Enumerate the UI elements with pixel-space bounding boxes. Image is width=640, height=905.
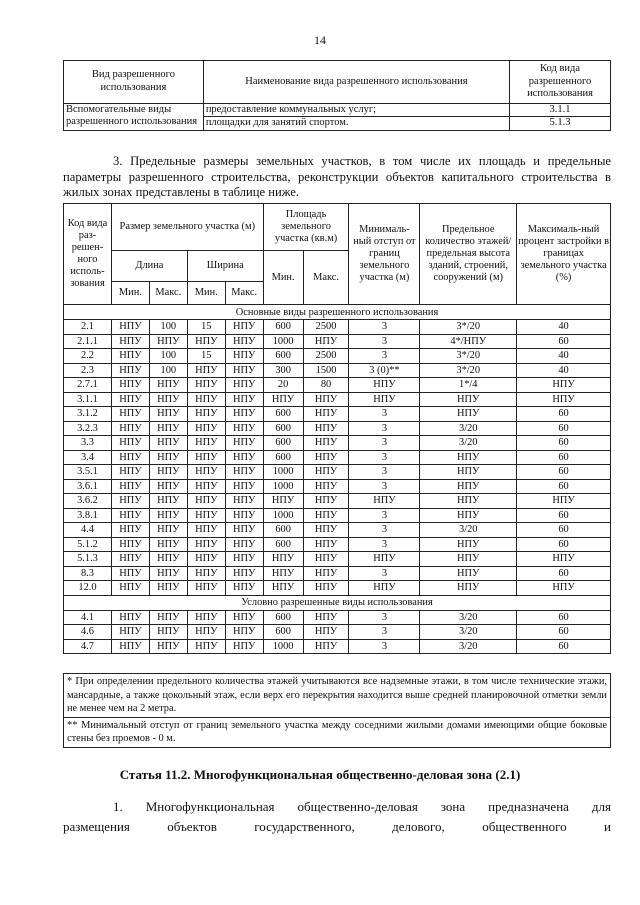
table-cell: НПУ bbox=[187, 479, 225, 494]
note-floors: * При определении предельного количества этажей учитываются все надземные этажи, в том числе технические этажи, мансардные, а также цокольный этаж, если верх его перекрытия находится выше средней планировочной отметки земли не менее чем на 2 метра. bbox=[64, 674, 611, 718]
notes-box bbox=[63, 673, 611, 748]
table-cell: 3 bbox=[349, 479, 420, 494]
table-cell: 5.1.2 bbox=[64, 537, 112, 552]
table-cell: НПУ bbox=[111, 465, 149, 480]
table-cell: НПУ bbox=[187, 465, 225, 480]
article-heading: Статья 11.2. Многофункциональная общественно-деловая зона (2.1) bbox=[119, 767, 521, 782]
header-coverage: Максималь-ный процент застройки в границах земельного участка (%) bbox=[517, 204, 611, 305]
table-cell: 2.1.1 bbox=[64, 334, 112, 349]
table-cell: НПУ bbox=[420, 392, 517, 407]
table-cell: НПУ bbox=[263, 552, 303, 567]
table-cell: 3.1.1 bbox=[64, 392, 112, 407]
table-cell: 1000 bbox=[263, 639, 303, 654]
table-cell: 15 bbox=[187, 320, 225, 335]
table-cell: НПУ bbox=[149, 639, 187, 654]
table-cell: НПУ bbox=[303, 479, 349, 494]
table-cell: 60 bbox=[517, 465, 611, 480]
table-cell: НПУ bbox=[349, 494, 420, 509]
table-cell: НПУ bbox=[303, 537, 349, 552]
table-cell: НПУ bbox=[187, 639, 225, 654]
table-cell: НПУ bbox=[187, 392, 225, 407]
table-cell: НПУ bbox=[187, 363, 225, 378]
table-cell: НПУ bbox=[517, 552, 611, 567]
header-length-max: Макс. bbox=[149, 282, 187, 305]
top-table-type-cell: Вспомогательные виды разрешенного использования bbox=[64, 103, 204, 130]
top-table-header-code: Код вида разрешенного использования bbox=[510, 61, 611, 104]
table-cell: НПУ bbox=[349, 392, 420, 407]
table-cell: 60 bbox=[517, 639, 611, 654]
table-cell: НПУ bbox=[111, 450, 149, 465]
table-cell: НПУ bbox=[263, 566, 303, 581]
table-cell: НПУ bbox=[149, 537, 187, 552]
table-cell: НПУ bbox=[225, 392, 263, 407]
table-cell: 600 bbox=[263, 320, 303, 335]
table-cell: НПУ bbox=[149, 581, 187, 596]
table-cell: НПУ bbox=[149, 494, 187, 509]
table-row bbox=[64, 407, 611, 422]
table-cell: НПУ bbox=[225, 552, 263, 567]
table-cell: НПУ bbox=[263, 392, 303, 407]
table-row bbox=[64, 581, 611, 596]
table-cell: НПУ bbox=[187, 566, 225, 581]
table-cell: НПУ bbox=[303, 450, 349, 465]
table-cell: НПУ bbox=[225, 625, 263, 640]
table-cell: НПУ bbox=[517, 392, 611, 407]
table-cell: НПУ bbox=[420, 537, 517, 552]
section-title: Основные виды разрешенного использования bbox=[64, 305, 611, 320]
top-table-code-cell: 3.1.1 bbox=[510, 103, 611, 117]
table-cell: НПУ bbox=[225, 421, 263, 436]
table-cell: НПУ bbox=[111, 639, 149, 654]
table-cell: НПУ bbox=[149, 566, 187, 581]
table-cell: 600 bbox=[263, 625, 303, 640]
header-code: Код вида раз-решен-ного исполь-зования bbox=[64, 204, 112, 305]
table-cell: 3 bbox=[349, 566, 420, 581]
table-cell: 3 bbox=[349, 523, 420, 538]
table-cell: НПУ bbox=[225, 349, 263, 364]
table-cell: НПУ bbox=[149, 378, 187, 393]
table-cell: 3/20 bbox=[420, 436, 517, 451]
table-cell: 2500 bbox=[303, 320, 349, 335]
table-cell: 3/20 bbox=[420, 610, 517, 625]
table-cell: 60 bbox=[517, 407, 611, 422]
table-cell: 3 bbox=[349, 465, 420, 480]
table-row bbox=[64, 363, 611, 378]
table-row bbox=[64, 537, 611, 552]
table-cell: НПУ bbox=[303, 436, 349, 451]
table-cell: 600 bbox=[263, 610, 303, 625]
table-row bbox=[64, 334, 611, 349]
table-cell: НПУ bbox=[225, 334, 263, 349]
table-cell: 40 bbox=[517, 320, 611, 335]
table-row bbox=[64, 566, 611, 581]
table-cell: НПУ bbox=[225, 465, 263, 480]
table-cell: НПУ bbox=[187, 552, 225, 567]
header-area-min: Мин. bbox=[263, 251, 303, 305]
table-cell: НПУ bbox=[187, 625, 225, 640]
paragraph-3-text: 3. Предельные размеры земельных участков, в том числе их площадь и предельные параметры разрешенного строительства, реконструкции объектов капитального строительства в жилых зонах представлены в таблице ниже. bbox=[63, 154, 611, 199]
table-cell: НПУ bbox=[420, 581, 517, 596]
table-cell: НПУ bbox=[111, 349, 149, 364]
table-cell: НПУ bbox=[111, 523, 149, 538]
header-floors: Предельное количество этажей/ предельная высота зданий, строений, сооружений (м) bbox=[420, 204, 517, 305]
table-cell: 20 bbox=[263, 378, 303, 393]
table-cell: НПУ bbox=[111, 625, 149, 640]
header-length-min: Мин. bbox=[111, 282, 149, 305]
table-cell: НПУ bbox=[349, 581, 420, 596]
table-cell: НПУ bbox=[225, 450, 263, 465]
top-table-header-type: Вид разрешенного использования bbox=[64, 61, 204, 104]
table-cell: 600 bbox=[263, 523, 303, 538]
table-row bbox=[64, 625, 611, 640]
section-row bbox=[64, 595, 611, 610]
table-cell: 600 bbox=[263, 349, 303, 364]
table-cell: НПУ bbox=[111, 508, 149, 523]
table-cell: 600 bbox=[263, 421, 303, 436]
table-cell: НПУ bbox=[225, 523, 263, 538]
top-table-header-name: Наименование вида разрешенного использования bbox=[203, 61, 509, 104]
table-cell: 4.4 bbox=[64, 523, 112, 538]
table-cell: НПУ bbox=[303, 552, 349, 567]
table-cell: НПУ bbox=[111, 421, 149, 436]
table-row bbox=[64, 349, 611, 364]
table-cell: НПУ bbox=[149, 421, 187, 436]
table-cell: НПУ bbox=[225, 436, 263, 451]
table-cell: 80 bbox=[303, 378, 349, 393]
table-cell: НПУ bbox=[149, 508, 187, 523]
table-cell: 60 bbox=[517, 421, 611, 436]
article-paragraph-line-1: 1. Многофункциональная общественно-деловая зона предназначена для bbox=[113, 799, 611, 814]
table-cell: НПУ bbox=[111, 494, 149, 509]
table-cell: НПУ bbox=[149, 436, 187, 451]
table-cell: 1000 bbox=[263, 508, 303, 523]
top-table-name-cell: предоставление коммунальных услуг; bbox=[203, 103, 509, 117]
table-cell: 3 (0)** bbox=[349, 363, 420, 378]
table-cell: НПУ bbox=[303, 334, 349, 349]
note-row bbox=[64, 717, 611, 747]
table-cell: НПУ bbox=[149, 450, 187, 465]
table-cell: НПУ bbox=[187, 523, 225, 538]
table-cell: 3/20 bbox=[420, 523, 517, 538]
paragraph-3 bbox=[63, 154, 611, 201]
table-cell: 40 bbox=[517, 363, 611, 378]
table-cell: 4.1 bbox=[64, 610, 112, 625]
table-cell: 15 bbox=[187, 349, 225, 364]
table-cell: НПУ bbox=[187, 494, 225, 509]
table-cell: 2500 bbox=[303, 349, 349, 364]
table-cell: НПУ bbox=[225, 639, 263, 654]
table-cell: 3.6.2 bbox=[64, 494, 112, 509]
table-cell: НПУ bbox=[187, 407, 225, 422]
table-cell: 60 bbox=[517, 523, 611, 538]
table-cell: НПУ bbox=[111, 378, 149, 393]
table-cell: НПУ bbox=[187, 450, 225, 465]
table-cell: 12.0 bbox=[64, 581, 112, 596]
permitted-use-table bbox=[63, 60, 611, 131]
table-cell: НПУ bbox=[187, 436, 225, 451]
table-cell: 1000 bbox=[263, 479, 303, 494]
table-row bbox=[64, 552, 611, 567]
table-cell: НПУ bbox=[111, 392, 149, 407]
table-cell: НПУ bbox=[303, 392, 349, 407]
main-table-header-row-1 bbox=[64, 204, 611, 251]
table-cell: 3 bbox=[349, 537, 420, 552]
table-cell: 4*/НПУ bbox=[420, 334, 517, 349]
table-row bbox=[64, 378, 611, 393]
table-cell: НПУ bbox=[187, 508, 225, 523]
table-cell: НПУ bbox=[303, 508, 349, 523]
top-table-code-cell: 5.1.3 bbox=[510, 117, 611, 131]
table-cell: 60 bbox=[517, 334, 611, 349]
table-cell: НПУ bbox=[225, 494, 263, 509]
table-cell: НПУ bbox=[517, 581, 611, 596]
table-cell: НПУ bbox=[149, 465, 187, 480]
table-row bbox=[64, 508, 611, 523]
table-cell: НПУ bbox=[303, 421, 349, 436]
top-table-name-cell: площадки для занятий спортом. bbox=[203, 117, 509, 131]
table-cell: 60 bbox=[517, 566, 611, 581]
article-paragraph bbox=[63, 797, 611, 837]
header-width-min: Мин. bbox=[187, 282, 225, 305]
table-cell: НПУ bbox=[349, 552, 420, 567]
table-row bbox=[64, 450, 611, 465]
main-table-body bbox=[64, 305, 611, 654]
table-cell: НПУ bbox=[303, 566, 349, 581]
table-cell: НПУ bbox=[111, 334, 149, 349]
table-cell: 300 bbox=[263, 363, 303, 378]
table-cell: 4.7 bbox=[64, 639, 112, 654]
table-cell: 3.3 bbox=[64, 436, 112, 451]
table-cell: 60 bbox=[517, 436, 611, 451]
table-cell: 100 bbox=[149, 349, 187, 364]
header-setback: Минималь-ный отступ от границ земельного участка (м) bbox=[349, 204, 420, 305]
table-row bbox=[64, 320, 611, 335]
table-cell: НПУ bbox=[225, 479, 263, 494]
table-cell: НПУ bbox=[303, 581, 349, 596]
table-cell: НПУ bbox=[111, 537, 149, 552]
table-cell: 3 bbox=[349, 407, 420, 422]
table-cell: НПУ bbox=[420, 407, 517, 422]
table-cell: 600 bbox=[263, 407, 303, 422]
table-cell: 3.1.2 bbox=[64, 407, 112, 422]
table-cell: 100 bbox=[149, 320, 187, 335]
table-cell: НПУ bbox=[111, 363, 149, 378]
table-cell: НПУ bbox=[225, 566, 263, 581]
table-cell: НПУ bbox=[303, 610, 349, 625]
table-cell: НПУ bbox=[517, 494, 611, 509]
table-cell: 3.6.1 bbox=[64, 479, 112, 494]
table-cell: НПУ bbox=[111, 479, 149, 494]
table-row bbox=[64, 465, 611, 480]
table-cell: 3 bbox=[349, 436, 420, 451]
table-cell: 3 bbox=[349, 450, 420, 465]
table-cell: НПУ bbox=[225, 610, 263, 625]
table-cell: НПУ bbox=[111, 566, 149, 581]
table-cell: 8.3 bbox=[64, 566, 112, 581]
table-cell: 60 bbox=[517, 508, 611, 523]
header-length: Длина bbox=[111, 251, 187, 282]
page-number: 14 bbox=[314, 33, 326, 47]
table-cell: 3 bbox=[349, 334, 420, 349]
table-cell: 3.2.3 bbox=[64, 421, 112, 436]
table-cell: НПУ bbox=[111, 552, 149, 567]
table-row bbox=[64, 523, 611, 538]
article-paragraph-line-2: размещения объектов государственного, делового, общественного и bbox=[63, 819, 611, 834]
table-cell: НПУ bbox=[303, 465, 349, 480]
table-cell: 1000 bbox=[263, 465, 303, 480]
table-cell: НПУ bbox=[187, 421, 225, 436]
table-cell: 600 bbox=[263, 537, 303, 552]
table-cell: 3 bbox=[349, 610, 420, 625]
table-cell: 3*/20 bbox=[420, 320, 517, 335]
table-cell: 3.4 bbox=[64, 450, 112, 465]
table-cell: НПУ bbox=[263, 494, 303, 509]
table-cell: 40 bbox=[517, 349, 611, 364]
table-cell: 2.7.1 bbox=[64, 378, 112, 393]
table-cell: 3.8.1 bbox=[64, 508, 112, 523]
table-cell: 1*/4 bbox=[420, 378, 517, 393]
table-cell: 5.1.3 bbox=[64, 552, 112, 567]
table-cell: 60 bbox=[517, 537, 611, 552]
table-row bbox=[64, 610, 611, 625]
table-cell: НПУ bbox=[225, 407, 263, 422]
table-cell: 2.1 bbox=[64, 320, 112, 335]
table-row bbox=[64, 392, 611, 407]
table-cell: 3 bbox=[349, 639, 420, 654]
section-title: Условно разрешенные виды использования bbox=[64, 595, 611, 610]
table-cell: НПУ bbox=[149, 334, 187, 349]
table-cell: 600 bbox=[263, 436, 303, 451]
table-cell: НПУ bbox=[303, 639, 349, 654]
table-cell: НПУ bbox=[111, 436, 149, 451]
table-cell: НПУ bbox=[187, 378, 225, 393]
table-cell: НПУ bbox=[187, 581, 225, 596]
table-cell: НПУ bbox=[225, 508, 263, 523]
table-cell: НПУ bbox=[225, 320, 263, 335]
table-cell: 3 bbox=[349, 625, 420, 640]
table-cell: НПУ bbox=[420, 465, 517, 480]
table-cell: НПУ bbox=[225, 537, 263, 552]
land-parameters-table bbox=[63, 203, 611, 654]
table-cell: НПУ bbox=[149, 552, 187, 567]
table-cell: НПУ bbox=[420, 494, 517, 509]
table-cell: НПУ bbox=[149, 625, 187, 640]
table-cell: 3 bbox=[349, 508, 420, 523]
table-cell: НПУ bbox=[111, 610, 149, 625]
table-cell: 600 bbox=[263, 450, 303, 465]
table-cell: НПУ bbox=[111, 320, 149, 335]
table-cell: НПУ bbox=[149, 610, 187, 625]
table-row bbox=[64, 479, 611, 494]
top-table-header-row bbox=[64, 61, 611, 104]
note-row bbox=[64, 674, 611, 718]
table-cell: 3.5.1 bbox=[64, 465, 112, 480]
table-cell: НПУ bbox=[303, 407, 349, 422]
table-cell: НПУ bbox=[420, 566, 517, 581]
section-row bbox=[64, 305, 611, 320]
table-cell: НПУ bbox=[225, 363, 263, 378]
header-area: Площадь земельного участка (кв.м) bbox=[263, 204, 349, 251]
table-row bbox=[64, 494, 611, 509]
table-cell: НПУ bbox=[149, 479, 187, 494]
table-cell: НПУ bbox=[225, 378, 263, 393]
table-cell: 1000 bbox=[263, 334, 303, 349]
table-row bbox=[64, 103, 611, 117]
table-cell: 2.3 bbox=[64, 363, 112, 378]
table-cell: НПУ bbox=[420, 450, 517, 465]
table-cell: 3/20 bbox=[420, 421, 517, 436]
table-cell: НПУ bbox=[149, 392, 187, 407]
table-row bbox=[64, 421, 611, 436]
table-cell: 3 bbox=[349, 320, 420, 335]
table-cell: НПУ bbox=[111, 407, 149, 422]
table-cell: НПУ bbox=[420, 479, 517, 494]
table-cell: НПУ bbox=[187, 610, 225, 625]
table-cell: НПУ bbox=[420, 552, 517, 567]
table-cell: 60 bbox=[517, 610, 611, 625]
table-cell: 60 bbox=[517, 625, 611, 640]
header-size: Размер земельного участка (м) bbox=[111, 204, 263, 251]
table-cell: 100 bbox=[149, 363, 187, 378]
table-row bbox=[64, 639, 611, 654]
table-cell: 60 bbox=[517, 479, 611, 494]
header-width: Ширина bbox=[187, 251, 263, 282]
table-cell: 2.2 bbox=[64, 349, 112, 364]
table-cell: НПУ bbox=[263, 581, 303, 596]
table-row bbox=[64, 436, 611, 451]
header-area-max: Макс. bbox=[303, 251, 349, 305]
table-cell: 3*/20 bbox=[420, 363, 517, 378]
table-cell: 3 bbox=[349, 349, 420, 364]
table-cell: НПУ bbox=[517, 378, 611, 393]
table-cell: 3 bbox=[349, 421, 420, 436]
table-cell: 60 bbox=[517, 450, 611, 465]
table-cell: 1500 bbox=[303, 363, 349, 378]
table-cell: НПУ bbox=[303, 494, 349, 509]
table-cell: НПУ bbox=[303, 625, 349, 640]
table-cell: НПУ bbox=[187, 334, 225, 349]
table-cell: НПУ bbox=[187, 537, 225, 552]
table-cell: НПУ bbox=[149, 523, 187, 538]
note-setback: ** Минимальный отступ от границ земельного участка между соседними жилыми домами имеющими общие боковые стены без проемов - 0 м. bbox=[64, 717, 611, 747]
table-cell: 4.6 bbox=[64, 625, 112, 640]
table-cell: НПУ bbox=[111, 581, 149, 596]
table-cell: 3/20 bbox=[420, 625, 517, 640]
table-cell: НПУ bbox=[303, 523, 349, 538]
table-cell: 3*/20 bbox=[420, 349, 517, 364]
table-cell: НПУ bbox=[349, 378, 420, 393]
header-width-max: Макс. bbox=[225, 282, 263, 305]
table-cell: НПУ bbox=[225, 581, 263, 596]
table-cell: НПУ bbox=[149, 407, 187, 422]
table-cell: 3/20 bbox=[420, 639, 517, 654]
table-cell: НПУ bbox=[420, 508, 517, 523]
